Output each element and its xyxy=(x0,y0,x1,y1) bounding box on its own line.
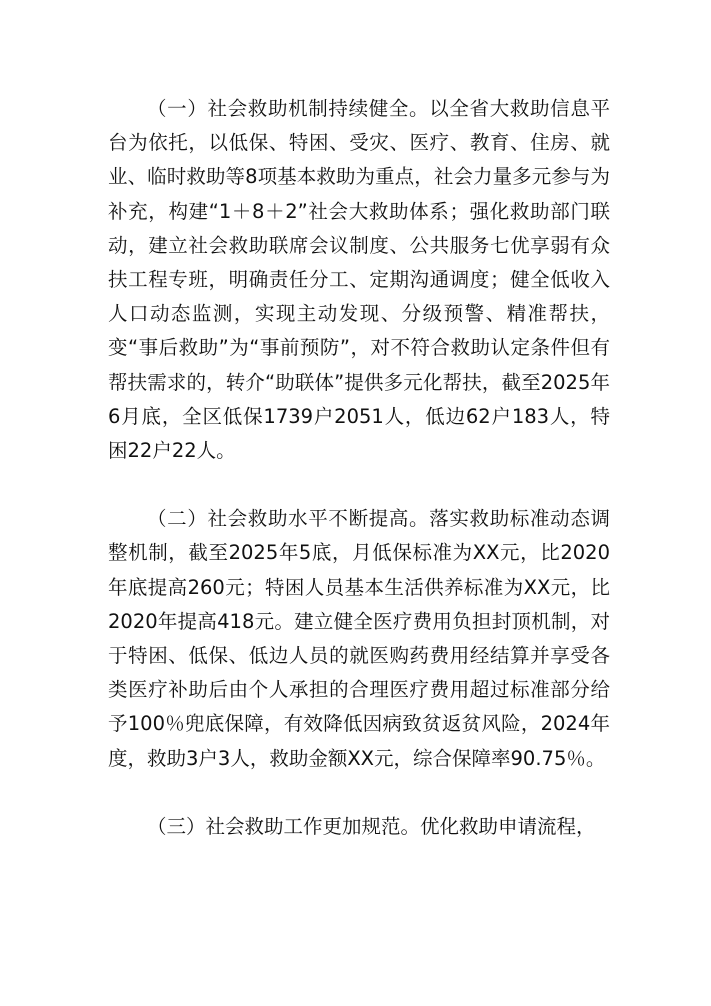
paragraph-social-assistance-standardization: （三）社会救助工作更加规范。优化救助申请流程， xyxy=(147,814,596,838)
paragraph-social-assistance-mechanism: （一）社会救助机制持续健全。以全省大救助信息平台为依托，以低保、特困、受灾、医疗、教育、住房、就业、临时救助等8项基本救助为重点，社会力量多元参与为补充，构建“1＋8＋2”社会大救助体系；强化救助部门联动，建立社会救助联席会议制度、公共服务七优享弱有众扶工程专班，明确责任分工、定期沟通调度；健全低收入人口动态监测，实现主动发现、分级预警、精准帮扶，变“事后救助”为“事前预防”，对不符合救助认定条件但有帮扶需求的，转介“助联体”提供多元化帮扶，截至2025年6月底，全区低保1739户2051人，低边62户183人，特困22户22人。 xyxy=(108,97,610,463)
paragraph-social-assistance-level: （二）社会救助水平不断提高。落实救助标准动态调整机制，截至2025年5底，月低保标准为XX元，比2020年底提高260元；特困人员基本生活供养标准为XX元，比2020年提高418元。建立健全医疗费用负担封顶机制，对于特困、低保、低边人员的就医购药费用经结算并享受各类医疗补助后由个人承担的合理医疗费用超过标准部分给予100％兜底保障，有效降低因病致贫返贫风险，2024年度，救助3户3人，救助金额XX元，综合保障率90.75％。 xyxy=(108,507,610,770)
document-body xyxy=(108,92,610,844)
